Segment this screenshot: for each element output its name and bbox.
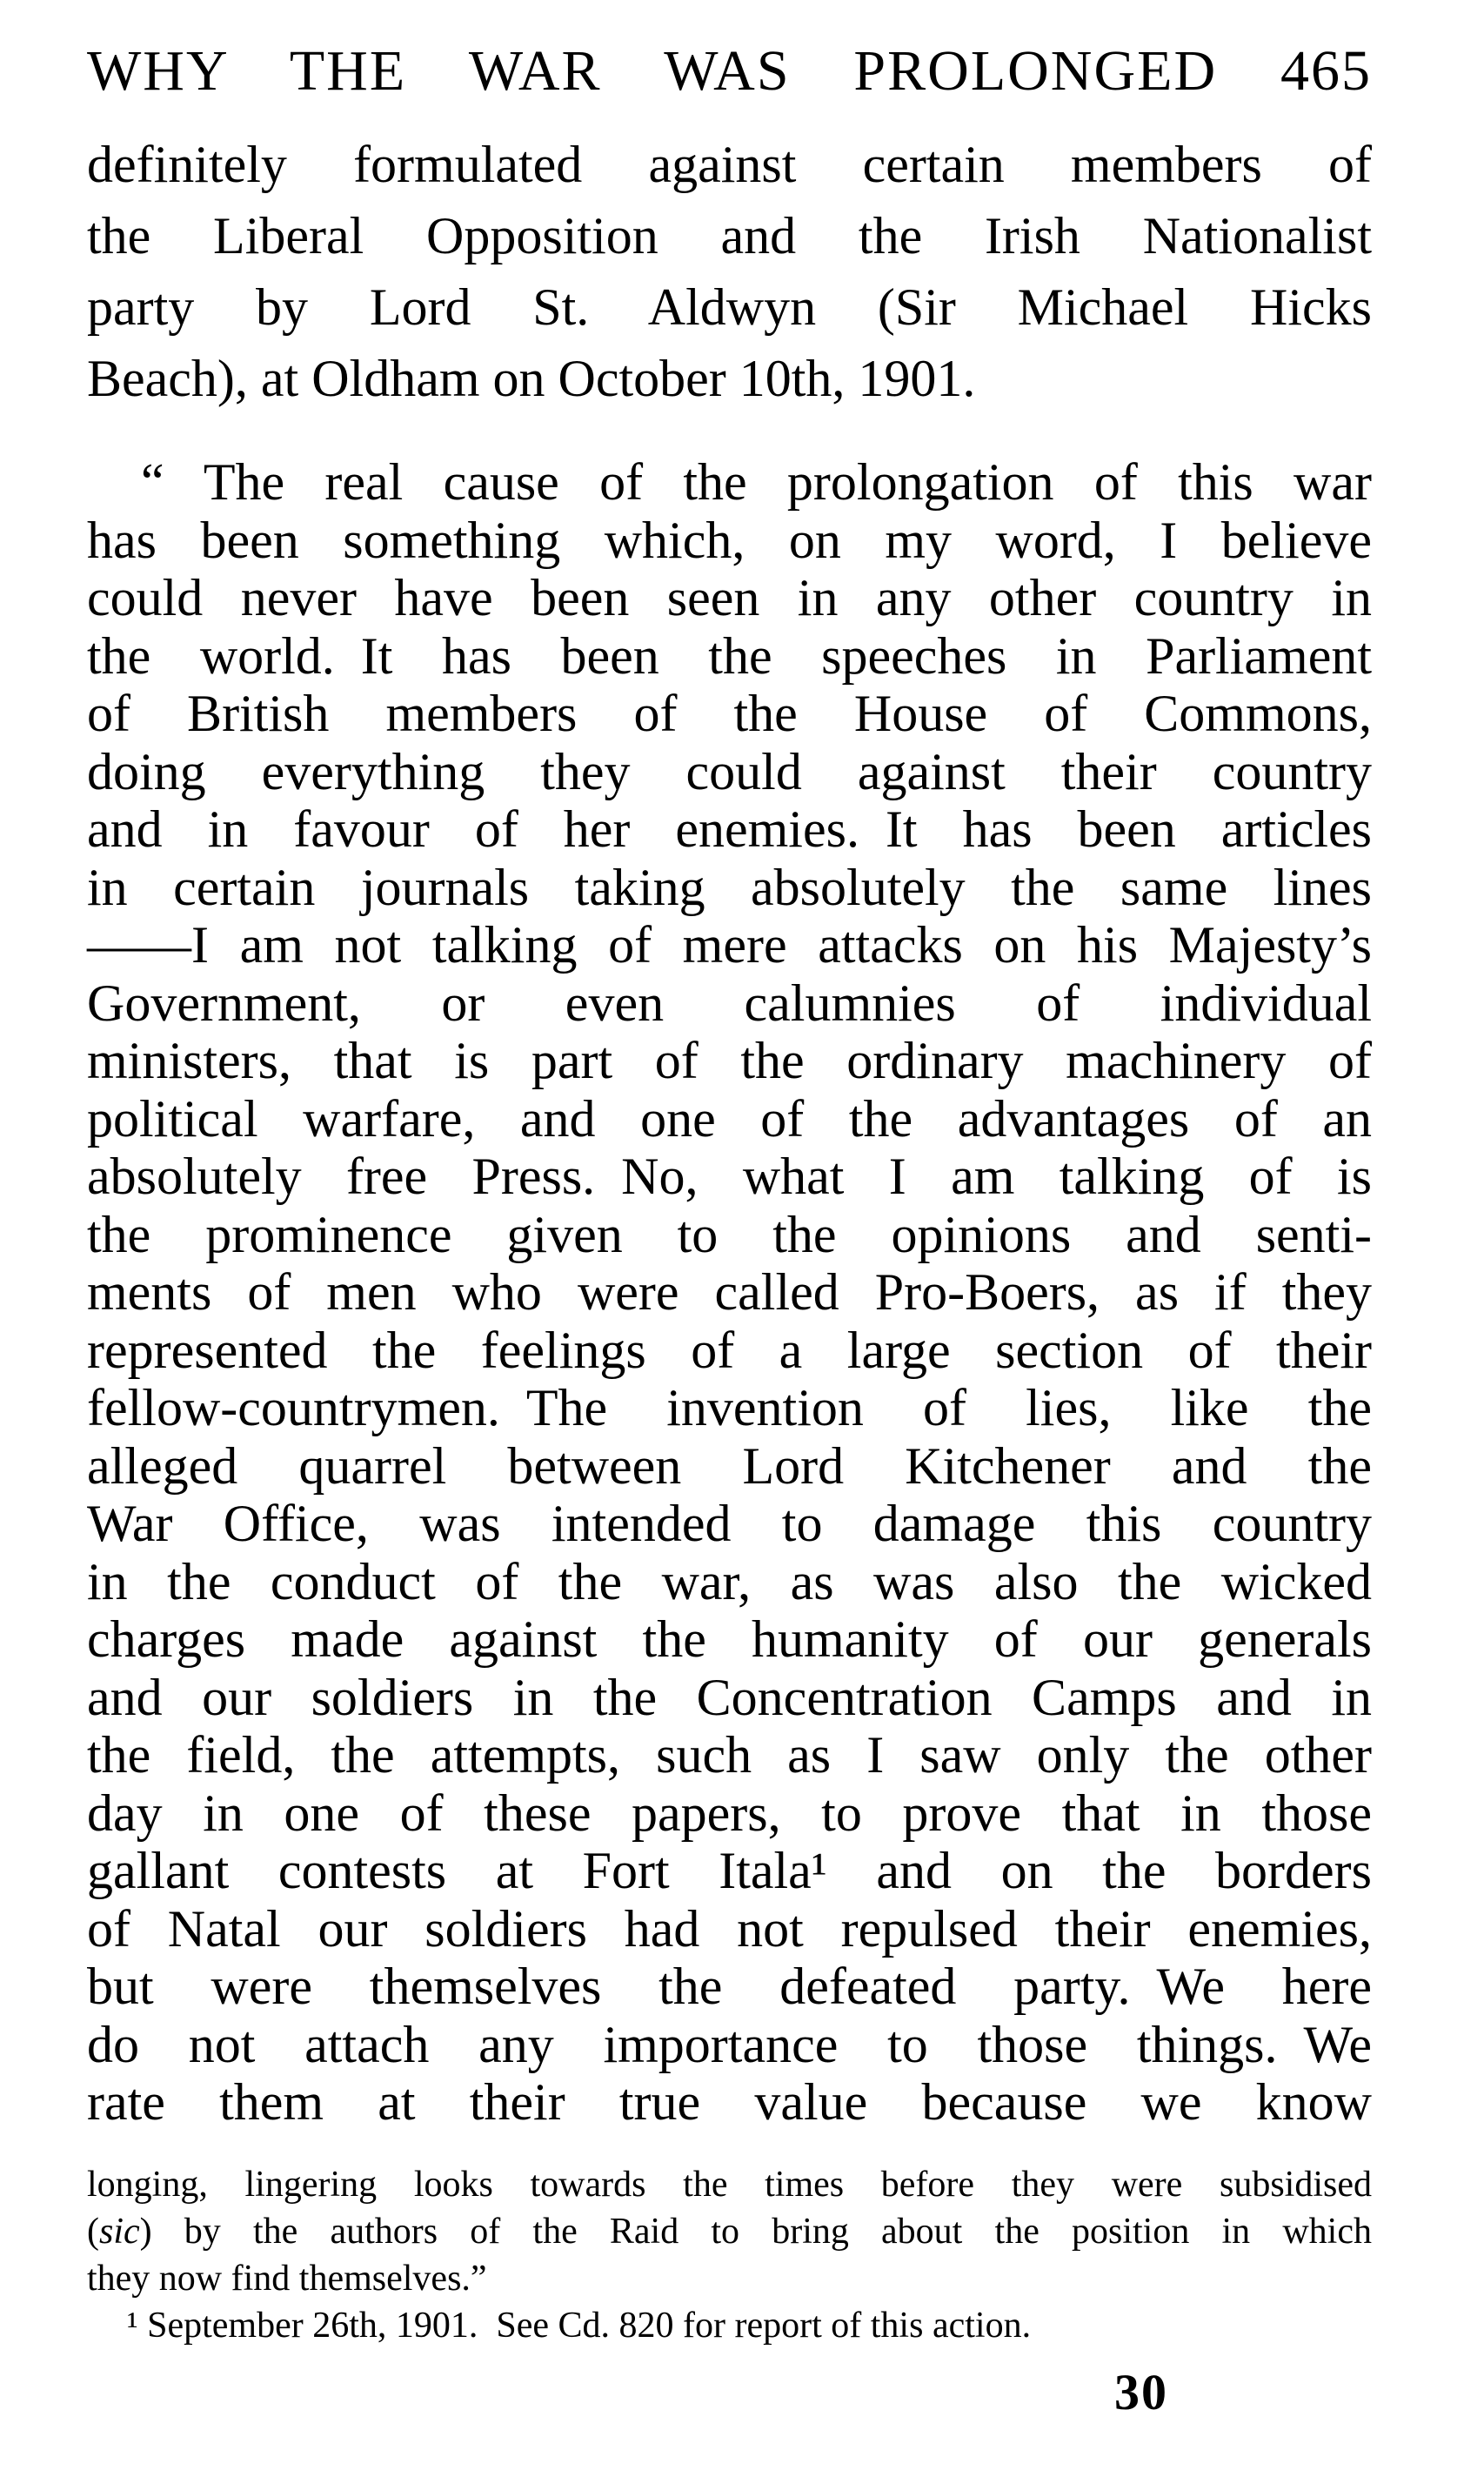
text-line: in the conduct of the war, as was also the wicked [87,1552,1372,1610]
footnote-line: they now find themselves.” [87,2259,487,2299]
text-line: the world. It has been the speeches in Parliament [87,626,1372,685]
text-line: fellow-countrymen. The invention of lies, like the [87,1379,1372,1436]
footnote-sic-italic: sic [99,2212,140,2252]
text-line: and in favour of her enemies. It has been articles [87,800,1372,858]
text-line: and our soldiers in the Concentration Camps and in [87,1668,1372,1726]
text-line: do not attach any importance to those things. We [87,2015,1372,2073]
text-line: the field, the attempts, such as I saw only the other [87,1726,1372,1784]
text-line: Government, or even calumnies of individual [87,974,1372,1032]
signature-number: 30 [1114,2364,1168,2420]
quote-paragraph [87,453,1372,2132]
footnote-line-text: ) by the authors of the Raid to bring about the position in which [139,2212,1372,2252]
text-line: rate them at their true value because we know [87,2073,1372,2131]
footnote-line [87,2208,1372,2255]
text-line: of British members of the House of Commons, [87,685,1372,742]
footnote-block [87,2161,1372,2349]
text-line: ——I am not talking of mere attacks on his Majesty’s [87,916,1372,974]
text-line: alleged quarrel between Lord Kitchener and the [87,1436,1372,1495]
text-line: political warfare, and one of the advantages of an [87,1089,1372,1148]
paragraph-continuation [87,129,1372,414]
text-line: the prominence given to the opinions and senti- [87,1205,1372,1263]
text-line: charges made against the humanity of our generals [87,1610,1372,1668]
text-line: gallant contests at Fort Itala¹ and on the borders [87,1842,1372,1899]
text-line: represented the feelings of a large section of their [87,1321,1372,1379]
text-line: party by Lord St. Aldwyn (Sir Michael Hicks [87,278,1372,336]
running-header [87,38,1372,104]
text-line: ministers, that is part of the ordinary machinery of [87,1032,1372,1089]
footnote-reference-line: ¹ September 26th, 1901. See Cd. 820 for report of this action. [127,2306,1032,2346]
text-line: “ The real cause of the prolongation of this war [141,453,1372,511]
header-page-number: 465 [1280,39,1373,103]
text-line: day in one of these papers, to prove that in those [87,1784,1372,1842]
text-line: the Liberal Opposition and the Irish Nationalist [87,207,1372,264]
text-line: doing everything they could against their country [87,742,1372,800]
text-line: but were themselves the defeated party. We here [87,1958,1372,2015]
text-line: definitely formulated against certain members of [87,136,1372,193]
footnote-paren-open: ( [87,2212,99,2252]
footnote-line: longing, lingering looks towards the times before they were subsidised [87,2165,1372,2205]
header-title: WHY THE WAR WAS PROLONGED [87,39,1218,103]
text-line: in certain journals taking absolutely the same lines [87,858,1372,916]
text-line: has been something which, on my word, I believe [87,511,1372,569]
text-line: absolutely free Press. No, what I am talking of is [87,1148,1372,1205]
text-line: of Natal our soldiers had not repulsed their enemies, [87,1899,1372,1958]
text-line: could never have been seen in any other country in [87,569,1372,626]
text-line: War Office, was intended to damage this country [87,1495,1372,1552]
text-line: Beach), at Oldham on October 10th, 1901. [87,350,976,407]
text-line: ments of men who were called Pro-Boers, as if they [87,1263,1372,1321]
